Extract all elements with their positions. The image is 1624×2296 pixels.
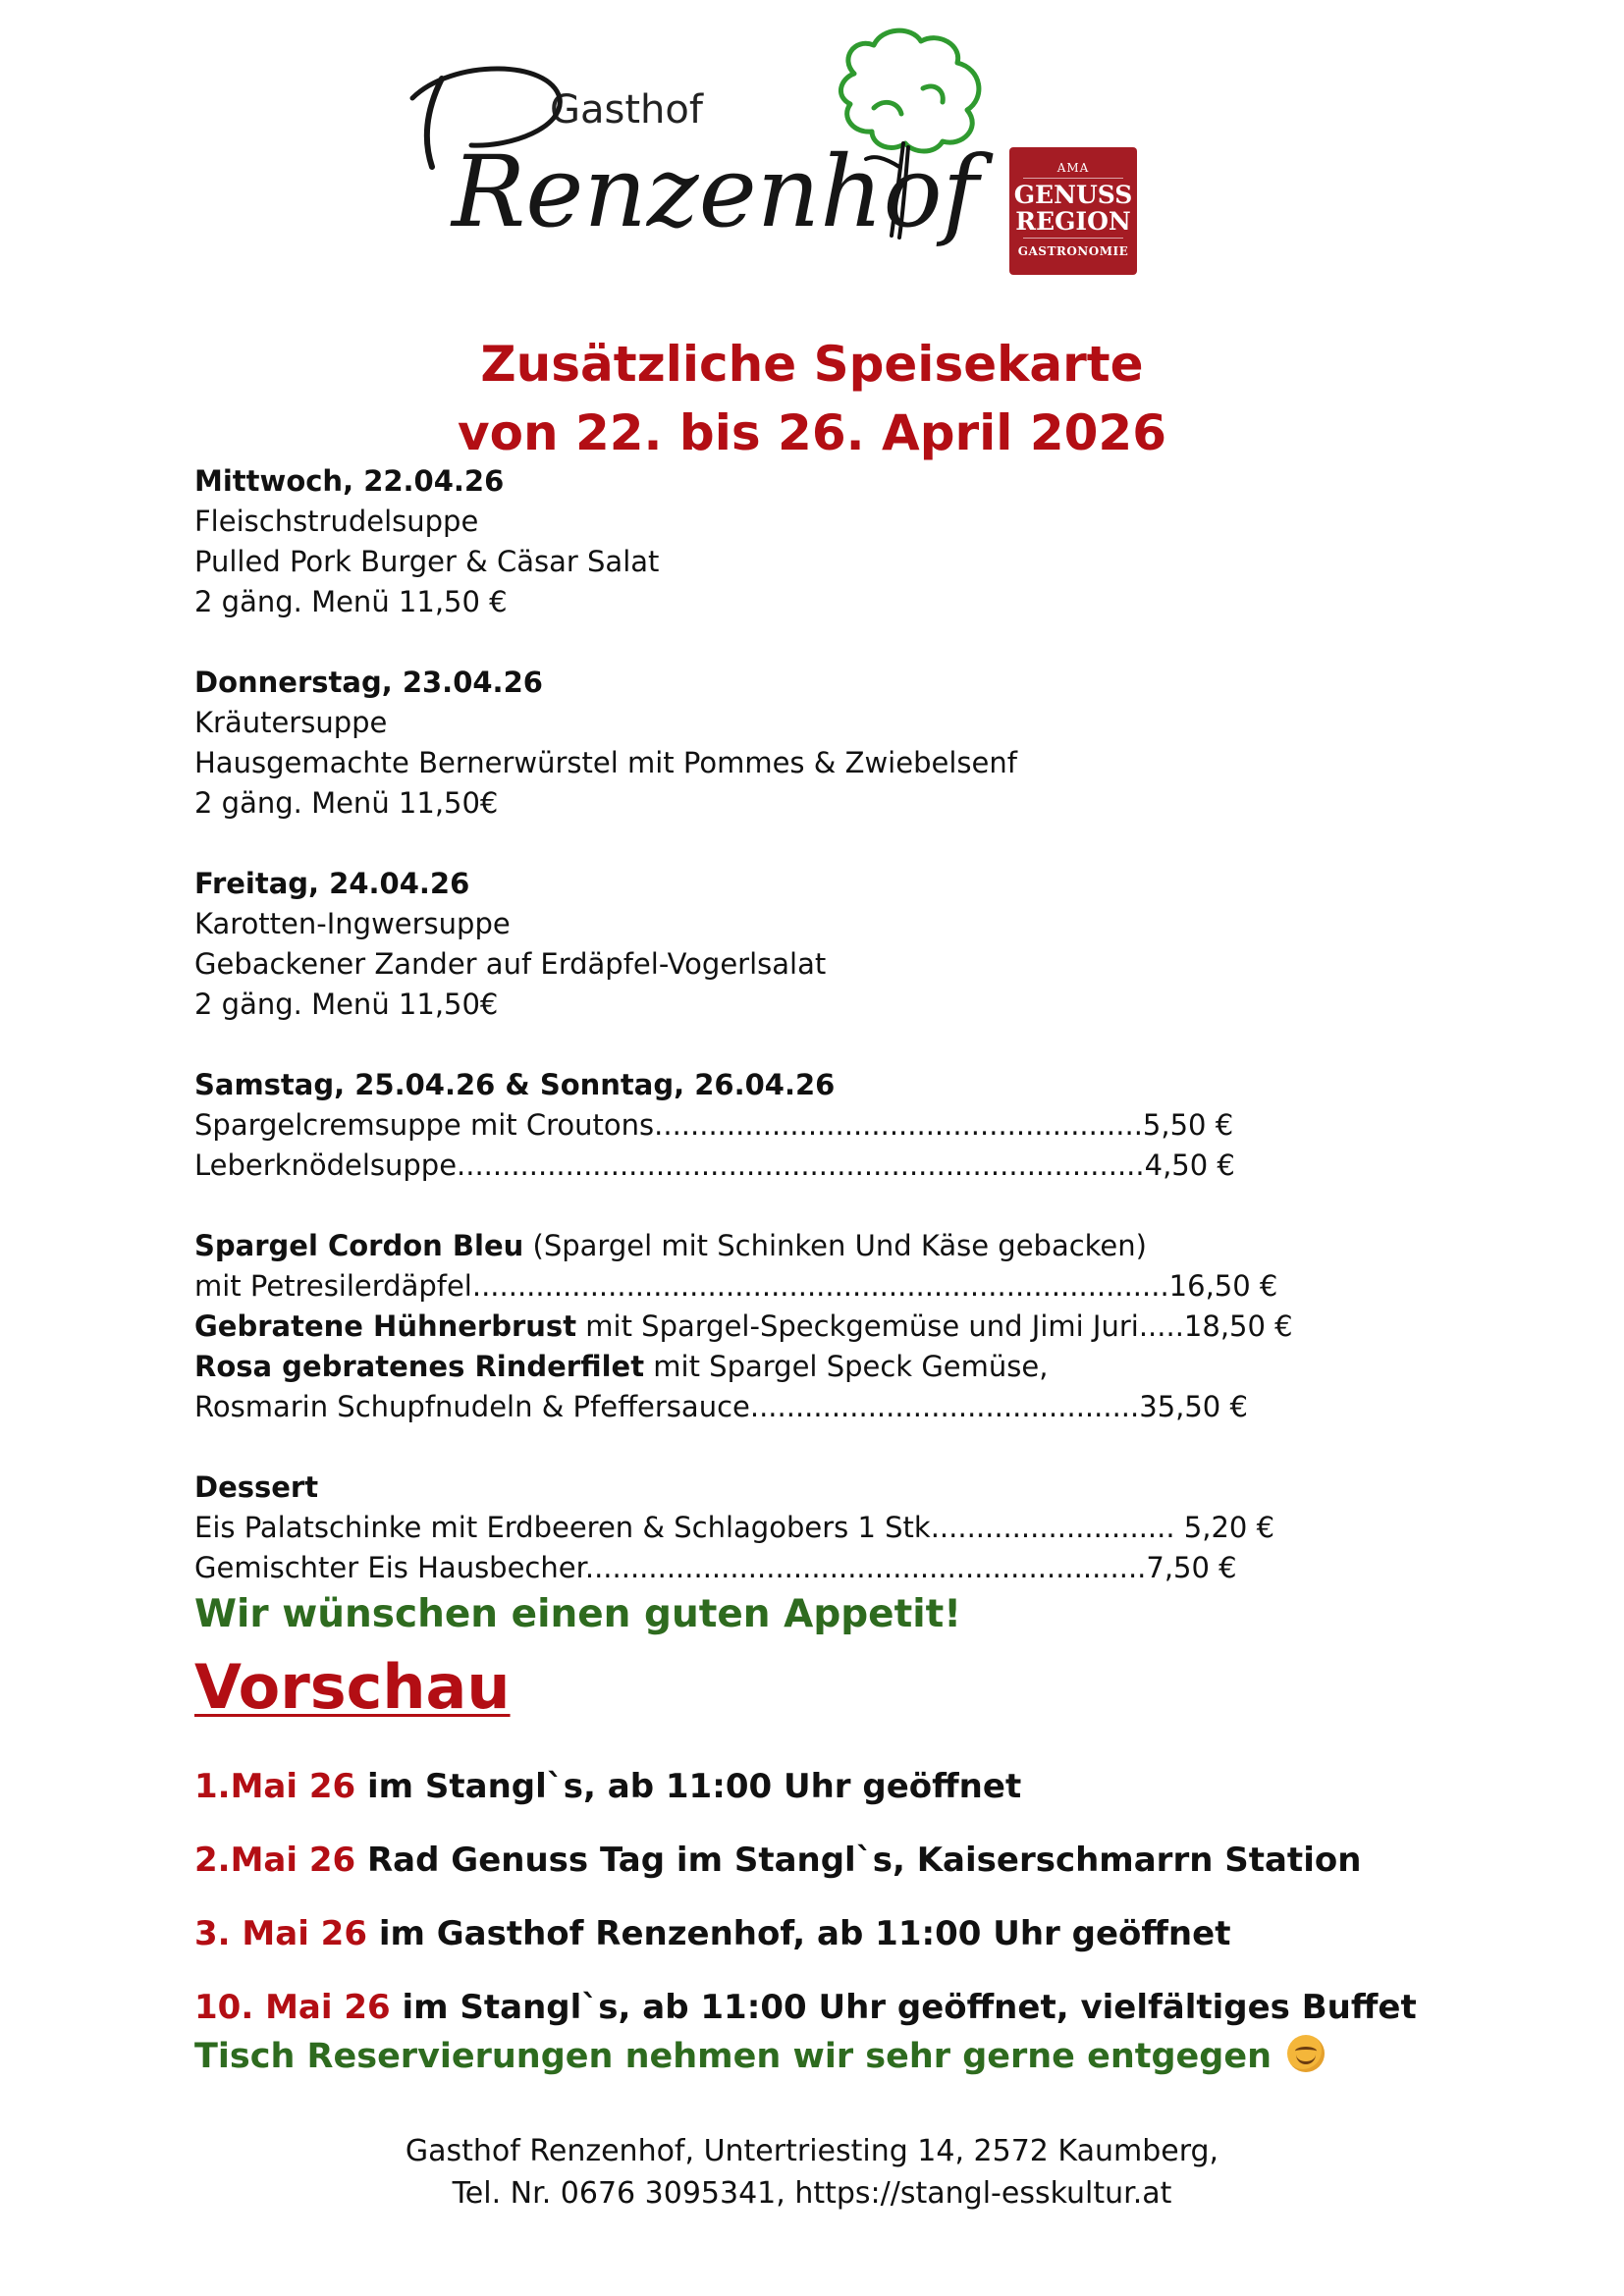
- menu-line: Gebackener Zander auf Erdäpfel-Vogerlsalat: [194, 947, 827, 981]
- main-line: [194, 1226, 1324, 1266]
- logo-small-text: Gasthof: [550, 87, 703, 133]
- dessert-heading: Dessert: [194, 1470, 319, 1504]
- day-heading: Donnerstag, 23.04.26: [194, 666, 543, 699]
- day-heading: Freitag, 24.04.26: [194, 867, 470, 900]
- reservation-note: [194, 2037, 1325, 2076]
- tree-logo-icon: [840, 30, 978, 151]
- dessert-line: Eis Palatschinke mit Erdbeeren & Schlagobers 1 Stk........................... 5,20 €: [194, 1511, 1275, 1544]
- dish-detail: Rosmarin Schupfnudeln & Pfeffersauce...........................................35,50 €: [194, 1390, 1248, 1423]
- events-list: [194, 1767, 1417, 2061]
- gasthof-logo: [393, 20, 1001, 265]
- main-line: [194, 1307, 1324, 1347]
- badge-divider-2: [1023, 238, 1123, 239]
- menu-line: Karotten-Ingwersuppe: [194, 907, 511, 940]
- logo-graphic: [393, 20, 1001, 265]
- day-block-friday: [194, 864, 1324, 1025]
- menu-line: 2 gäng. Menü 11,50 €: [194, 585, 508, 618]
- event-text: im Gasthof Renzenhof, ab 11:00 Uhr geöffnet: [367, 1914, 1231, 1953]
- title-line1: Zusätzliche Speisekarte: [480, 336, 1144, 393]
- mains-block: [194, 1226, 1324, 1427]
- event-date: 10. Mai 26: [194, 1988, 391, 2027]
- day-heading: Samstag, 25.04.26 & Sonntag, 26.04.26: [194, 1068, 836, 1101]
- ama-genuss-region-badge: [1009, 147, 1137, 275]
- dish-name: Spargel Cordon Bleu: [194, 1229, 524, 1262]
- dish-detail: mit Petresilerdäpfel.............................................................................16,50 €: [194, 1269, 1278, 1303]
- menu-line: 2 gäng. Menü 11,50€: [194, 786, 499, 820]
- footer-contact: [0, 2130, 1624, 2215]
- event-date: 2.Mai 26: [194, 1841, 356, 1880]
- dish-detail: mit Spargel-Speckgemüse und Jimi Juri.....18,50 €: [576, 1309, 1293, 1343]
- menu-line: Spargelcremsuppe mit Croutons......................................................5,50 €: [194, 1108, 1234, 1142]
- dish-detail: mit Spargel Speck Gemüse,: [644, 1350, 1049, 1383]
- day-block-thursday: [194, 663, 1324, 824]
- preview-heading: Vorschau: [194, 1651, 511, 1723]
- footer-address: Gasthof Renzenhof, Untertriesting 14, 2572 Kaumberg,: [405, 2134, 1219, 2168]
- day-block-wednesday: [194, 461, 1324, 622]
- menu-line: Leberknödelsuppe............................................................................4,50 €: [194, 1148, 1235, 1182]
- menu-line: Fleischstrudelsuppe: [194, 505, 479, 538]
- event-date: 1.Mai 26: [194, 1767, 356, 1806]
- page-title: [0, 330, 1624, 467]
- reservation-text: Tisch Reservierungen nehmen wir sehr gerne entgegen: [194, 2037, 1272, 2076]
- main-line: [194, 1266, 1324, 1307]
- main-line: [194, 1347, 1324, 1387]
- dish-name: Gebratene Hühnerbrust: [194, 1309, 577, 1343]
- dish-detail: (Spargel mit Schinken Und Käse gebacken): [523, 1229, 1147, 1262]
- menu-line: Kräutersuppe: [194, 706, 388, 739]
- menu-section: [194, 461, 1324, 1588]
- menu-line: Hausgemachte Bernerwürstel mit Pommes & Zwiebelsenf: [194, 746, 1017, 779]
- footer-phone-web: Tel. Nr. 0676 3095341, https://stangl-esskultur.at: [452, 2176, 1172, 2211]
- event-item: [194, 1914, 1417, 1988]
- event-item: [194, 1841, 1417, 1914]
- logo-stroke: [427, 79, 442, 167]
- event-date: 3. Mai 26: [194, 1914, 367, 1953]
- title-line2: von 22. bis 26. April 2026: [458, 404, 1166, 461]
- badge-bottom-text: GASTRONOMIE: [1017, 244, 1129, 258]
- greeting-text: Wir wünschen einen guten Appetit!: [194, 1592, 962, 1636]
- dish-name: Rosa gebratenes Rinderfilet: [194, 1350, 645, 1383]
- main-line: [194, 1387, 1324, 1427]
- dessert-block: [194, 1468, 1324, 1588]
- badge-line2: REGION: [1015, 207, 1131, 236]
- event-item: [194, 1767, 1417, 1841]
- dessert-line: Gemischter Eis Hausbecher..............................................................7,50 €: [194, 1551, 1237, 1584]
- badge-top-text: AMA: [1056, 161, 1090, 175]
- day-heading: Mittwoch, 22.04.26: [194, 464, 505, 498]
- logo-script-text: Renzenhof: [452, 134, 979, 249]
- event-text: im Stangl`s, ab 11:00 Uhr geöffnet, vielfältiges Buffet: [390, 1988, 1417, 2027]
- menu-line: 2 gäng. Menü 11,50€: [194, 988, 499, 1021]
- smiley-icon: [1287, 2035, 1325, 2072]
- menu-line: Pulled Pork Burger & Cäsar Salat: [194, 545, 660, 578]
- badge-divider: [1023, 178, 1123, 179]
- badge-line1: GENUSS: [1013, 181, 1133, 209]
- day-block-weekend: [194, 1065, 1324, 1186]
- event-text: im Stangl`s, ab 11:00 Uhr geöffnet: [355, 1767, 1022, 1806]
- event-text: Rad Genuss Tag im Stangl`s, Kaiserschmarrn Station: [355, 1841, 1362, 1880]
